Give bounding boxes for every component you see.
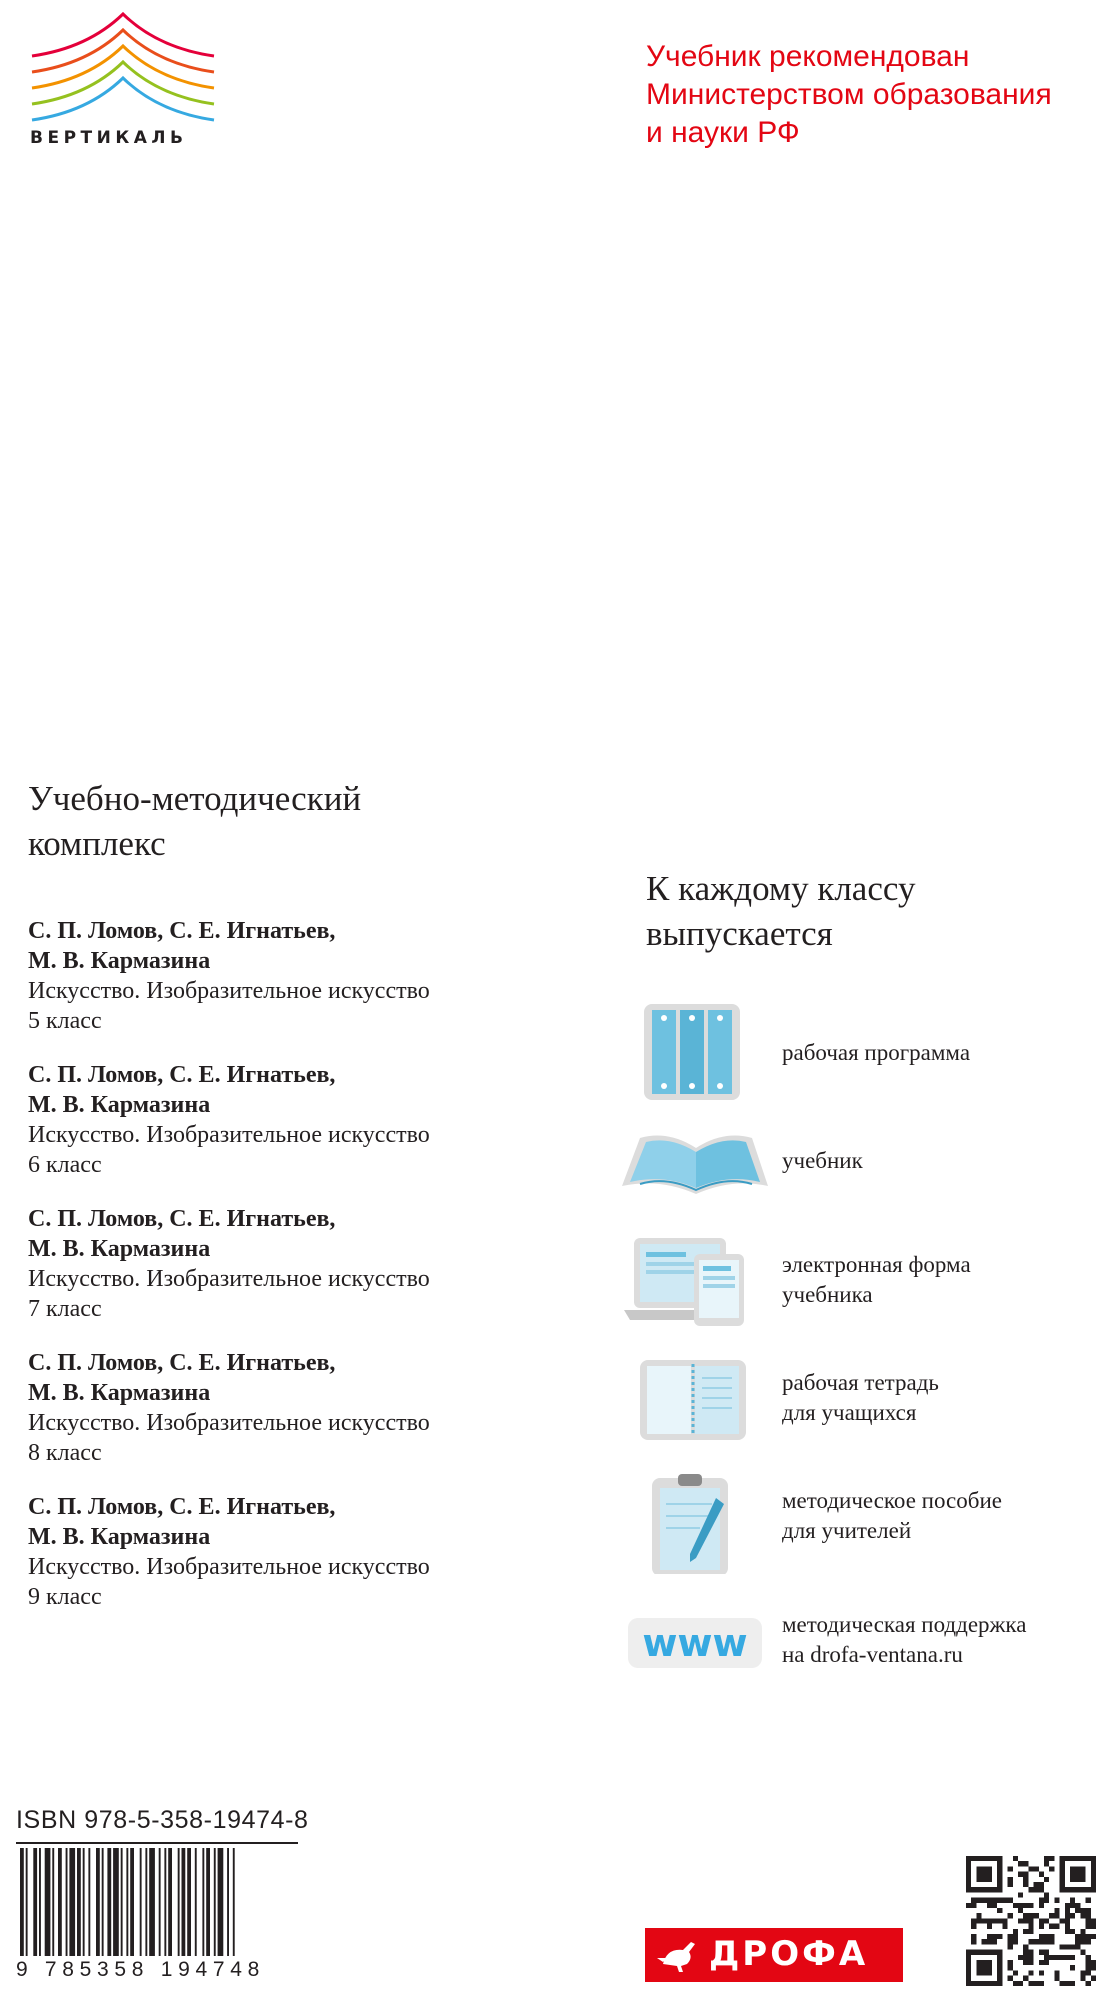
barcode-bar — [187, 1848, 191, 1956]
qr-module — [1039, 1872, 1044, 1877]
components-title-line: К каждому классу — [646, 869, 916, 908]
qr-module — [971, 1898, 976, 1903]
qr-module — [1023, 1918, 1028, 1923]
component-label-line: учебника — [782, 1282, 873, 1307]
qr-module — [1086, 1913, 1091, 1918]
book-authors: М. В. Кармазина — [28, 948, 211, 974]
qr-module — [1044, 1861, 1049, 1866]
book-entry — [28, 1204, 548, 1324]
qr-module — [1086, 1908, 1091, 1913]
umk-title-line: комплекс — [28, 824, 166, 863]
qr-module — [966, 1903, 971, 1908]
qr-module — [997, 1934, 1002, 1939]
barcode-bar — [159, 1848, 161, 1956]
components-title-line: выпускается — [646, 914, 833, 953]
qr-code — [966, 1856, 1096, 1986]
qr-module — [1039, 1882, 1044, 1887]
www-icon-text: www — [642, 1621, 748, 1665]
qr-module — [1013, 1903, 1018, 1908]
qr-module — [1002, 1898, 1007, 1903]
qr-module — [1070, 1866, 1086, 1882]
qr-module — [1039, 1960, 1044, 1965]
barcode-bar — [102, 1848, 104, 1956]
qr-module — [1054, 1913, 1059, 1918]
qr-module — [1028, 1950, 1033, 1955]
qr-module — [1028, 1924, 1033, 1929]
qr-module — [1060, 1918, 1065, 1923]
qr-module — [1018, 1918, 1023, 1923]
component-label — [782, 1250, 1082, 1310]
qr-module — [1039, 1918, 1044, 1923]
component-label — [782, 1368, 1082, 1428]
qr-module — [987, 1898, 992, 1903]
qr-module — [1065, 1955, 1070, 1960]
qr-module — [1023, 1872, 1028, 1877]
qr-module — [1039, 1950, 1044, 1955]
qr-module — [1018, 1861, 1023, 1866]
barcode-bar — [182, 1848, 186, 1956]
component-label-line: рабочая тетрадь — [782, 1370, 939, 1395]
component-label-line: рабочая программа — [782, 1040, 971, 1065]
qr-module — [1039, 1887, 1044, 1892]
qr-module — [976, 1918, 981, 1923]
recommendation-note — [646, 38, 1086, 152]
qr-module — [1080, 1908, 1085, 1913]
qr-module — [1013, 1856, 1018, 1861]
qr-module — [1065, 1918, 1070, 1923]
qr-module — [1028, 1981, 1033, 1986]
qr-module — [987, 1934, 992, 1939]
book-grade: 9 класс — [28, 1584, 102, 1610]
qr-module — [1075, 1903, 1080, 1908]
qr-module — [1070, 1913, 1075, 1918]
qr-module — [1008, 1913, 1013, 1918]
qr-module — [971, 1903, 976, 1908]
qr-module — [1034, 1882, 1039, 1887]
qr-module — [1086, 1970, 1091, 1975]
barcode-bar — [233, 1848, 235, 1956]
qr-module — [1086, 1934, 1091, 1939]
qr-module — [1049, 1913, 1054, 1918]
component-label-line: на drofa-ventana.ru — [782, 1642, 963, 1667]
qr-module — [1065, 1924, 1070, 1929]
qr-module — [1002, 1924, 1007, 1929]
qr-module — [1080, 1929, 1085, 1934]
qr-module — [1086, 1898, 1091, 1903]
vertikal-arcs-icon — [28, 12, 218, 132]
qr-module — [1008, 1944, 1013, 1949]
qr-module — [1086, 1955, 1091, 1960]
qr-module — [1044, 1960, 1049, 1965]
qr-module — [1018, 1903, 1023, 1908]
qr-module — [1080, 1970, 1085, 1975]
component-label-line: методическая поддержка — [782, 1612, 1027, 1637]
qr-module — [976, 1898, 981, 1903]
book-grade: 7 класс — [28, 1296, 102, 1322]
qr-module — [1070, 1929, 1075, 1934]
component-label — [782, 1486, 1082, 1546]
qr-module — [1075, 1908, 1080, 1913]
qr-module — [1028, 1955, 1033, 1960]
isbn-label: ISBN 978-5-358-19474-8 — [16, 1806, 309, 1834]
book-entry — [28, 1060, 548, 1180]
qr-module — [1086, 1960, 1091, 1965]
qr-module — [982, 1898, 987, 1903]
book-subject: Искусство. Изобразительное искусство — [28, 1554, 430, 1580]
barcode-bar — [113, 1848, 119, 1956]
barcode-bar — [20, 1848, 24, 1956]
qr-module — [1080, 1950, 1085, 1955]
qr-module — [1049, 1955, 1054, 1960]
barcode-bar — [227, 1848, 229, 1956]
barcode-bar — [126, 1848, 128, 1956]
qr-module — [971, 1918, 976, 1923]
qr-module — [1008, 1877, 1013, 1882]
qr-module — [1054, 1898, 1059, 1903]
qr-module — [1034, 1866, 1039, 1871]
qr-module — [1039, 1934, 1044, 1939]
component-label-line: методическое пособие — [782, 1488, 1002, 1513]
qr-module — [1028, 1929, 1033, 1934]
barcode-bar — [33, 1848, 37, 1956]
qr-module — [1086, 1918, 1091, 1923]
qr-module — [1065, 1903, 1070, 1908]
qr-module — [1091, 1934, 1096, 1939]
qr-module — [1008, 1939, 1013, 1944]
book-entry — [28, 1492, 548, 1612]
qr-module — [1065, 1944, 1070, 1949]
qr-module — [997, 1918, 1002, 1923]
qr-module — [1086, 1981, 1091, 1986]
qr-module — [976, 1913, 981, 1918]
qr-module — [1091, 1924, 1096, 1929]
barcode-bar — [83, 1848, 85, 1956]
component-label — [782, 1146, 1082, 1176]
qr-module — [1044, 1877, 1049, 1882]
qr-module — [987, 1918, 992, 1923]
component-label-line: учебник — [782, 1148, 863, 1173]
book-authors: М. В. Кармазина — [28, 1092, 211, 1118]
www-icon — [620, 1598, 770, 1698]
qr-module — [1070, 1965, 1075, 1970]
qr-module — [1065, 1929, 1070, 1934]
qr-module — [1028, 1887, 1033, 1892]
qr-module — [982, 1939, 987, 1944]
qr-module — [1065, 1908, 1070, 1913]
barcode-bar — [88, 1848, 90, 1956]
qr-module — [1013, 1970, 1018, 1975]
qr-module — [1018, 1981, 1023, 1986]
qr-module — [1008, 1882, 1013, 1887]
component-label-line: для учащихся — [782, 1400, 917, 1425]
qr-module — [1023, 1944, 1028, 1949]
book-entry — [28, 916, 548, 1036]
qr-module — [1023, 1882, 1028, 1887]
qr-module — [1028, 1918, 1033, 1923]
book-grade: 6 класс — [28, 1152, 102, 1178]
qr-module — [1091, 1965, 1096, 1970]
qr-module — [987, 1924, 992, 1929]
qr-module — [976, 1960, 992, 1976]
book-grade: 8 класс — [28, 1440, 102, 1466]
qr-module — [1044, 1918, 1049, 1923]
qr-module — [1034, 1939, 1039, 1944]
qr-module — [1008, 1898, 1013, 1903]
qr-module — [1013, 1981, 1018, 1986]
barcode-bar — [39, 1848, 41, 1956]
qr-module — [1018, 1955, 1023, 1960]
qr-module — [1075, 1934, 1080, 1939]
qr-module — [1091, 1960, 1096, 1965]
qr-module — [1028, 1960, 1033, 1965]
book-subject: Искусство. Изобразительное искусство — [28, 1410, 430, 1436]
qr-module — [1028, 1970, 1033, 1975]
book-authors: М. В. Кармазина — [28, 1380, 211, 1406]
qr-module — [1034, 1981, 1039, 1986]
qr-module — [1086, 1939, 1091, 1944]
book-authors: С. П. Ломов, С. Е. Игнатьев, — [28, 918, 336, 944]
book-subject: Искусство. Изобразительное искусство — [28, 1122, 430, 1148]
barcode-bar — [218, 1848, 224, 1956]
component-label-line: для учителей — [782, 1518, 912, 1543]
barcode-bar — [164, 1848, 166, 1956]
qr-module — [1060, 1981, 1065, 1986]
qr-module — [1023, 1903, 1028, 1908]
qr-module — [1013, 1929, 1018, 1934]
qr-module — [1044, 1892, 1049, 1897]
barcode-bar — [26, 1848, 28, 1956]
qr-module — [982, 1918, 987, 1923]
qr-module — [1023, 1861, 1028, 1866]
qr-module — [1044, 1898, 1049, 1903]
barcode-bar — [69, 1848, 75, 1956]
qr-module — [1054, 1976, 1059, 1981]
barcode-bar — [77, 1848, 81, 1956]
book-authors: М. В. Кармазина — [28, 1236, 211, 1262]
barcode-bar — [107, 1848, 111, 1956]
component-label-line: электронная форма — [782, 1252, 971, 1277]
qr-module — [1044, 1934, 1049, 1939]
drofa-logo — [645, 1928, 903, 1982]
qr-module — [1060, 1944, 1065, 1949]
barcode-bar — [149, 1848, 155, 1956]
open-book-icon — [620, 1124, 770, 1224]
book-grade: 5 класс — [28, 1008, 102, 1034]
component-label — [782, 1610, 1082, 1670]
qr-module — [1013, 1934, 1018, 1939]
qr-module — [1060, 1955, 1065, 1960]
barcode-bar — [140, 1848, 142, 1956]
components-title — [646, 866, 1066, 956]
qr-module — [1075, 1944, 1080, 1949]
qr-module — [1013, 1939, 1018, 1944]
book-subject: Искусство. Изобразительное искусство — [28, 978, 430, 1004]
barcode-bar — [130, 1848, 134, 1956]
qr-module — [1070, 1981, 1075, 1986]
qr-module — [1091, 1976, 1096, 1981]
qr-module — [1039, 1924, 1044, 1929]
book-entry — [28, 1348, 548, 1468]
qr-module — [976, 1866, 992, 1882]
qr-module — [997, 1898, 1002, 1903]
qr-module — [1023, 1877, 1028, 1882]
laptop-tablet-icon — [620, 1232, 770, 1332]
qr-module — [1049, 1866, 1054, 1871]
qr-module — [1034, 1913, 1039, 1918]
qr-module — [1086, 1965, 1091, 1970]
qr-module — [1075, 1939, 1080, 1944]
qr-module — [1039, 1939, 1044, 1944]
qr-module — [1039, 1898, 1044, 1903]
barcode-digits: 9 785358 194748 — [16, 1958, 265, 1981]
barcode-bar — [58, 1848, 62, 1956]
qr-module — [1008, 1965, 1013, 1970]
barcode-bar — [168, 1848, 172, 1956]
qr-module — [1018, 1892, 1023, 1897]
qr-module — [1080, 1939, 1085, 1944]
qr-module — [1080, 1976, 1085, 1981]
qr-module — [1070, 1903, 1075, 1908]
qr-module — [992, 1903, 997, 1908]
barcode-bar — [206, 1848, 210, 1956]
qr-module — [1028, 1866, 1033, 1871]
qr-module — [1070, 1898, 1075, 1903]
qr-module — [1023, 1950, 1028, 1955]
qr-module — [1054, 1908, 1059, 1913]
qr-module — [1008, 1960, 1013, 1965]
qr-module — [1008, 1866, 1013, 1871]
qr-module — [1002, 1918, 1007, 1923]
qr-module — [971, 1934, 976, 1939]
barcode-bar — [45, 1848, 51, 1956]
qr-module — [1049, 1856, 1054, 1861]
qr-module — [1049, 1934, 1054, 1939]
book-authors: С. П. Ломов, С. Е. Игнатьев, — [28, 1062, 336, 1088]
qr-module — [1080, 1934, 1085, 1939]
book-subject: Искусство. Изобразительное искусство — [28, 1266, 430, 1292]
clipboard-icon — [620, 1474, 770, 1574]
notebook-icon — [620, 1356, 770, 1456]
qr-module — [1018, 1872, 1023, 1877]
book-authors: С. П. Ломов, С. Е. Игнатьев, — [28, 1494, 336, 1520]
barcode-bar — [96, 1848, 100, 1956]
qr-module — [992, 1898, 997, 1903]
book-authors: С. П. Ломов, С. Е. Игнатьев, — [28, 1206, 336, 1232]
barcode-bar — [145, 1848, 147, 1956]
qr-module — [1023, 1976, 1028, 1981]
qr-module — [1028, 1903, 1033, 1908]
qr-module — [992, 1918, 997, 1923]
qr-module — [1054, 1924, 1059, 1929]
qr-module — [1023, 1960, 1028, 1965]
barcode-bar — [202, 1848, 204, 1956]
binder-icon — [620, 1004, 770, 1104]
book-authors: М. В. Кармазина — [28, 1524, 211, 1550]
recommendation-line: и науки РФ — [646, 116, 800, 149]
qr-module — [1044, 1950, 1049, 1955]
qr-module — [992, 1934, 997, 1939]
barcode-bar — [52, 1848, 54, 1956]
qr-module — [1023, 1955, 1028, 1960]
qr-module — [1008, 1976, 1013, 1981]
qr-module — [987, 1903, 992, 1908]
qr-module — [1080, 1913, 1085, 1918]
qr-module — [1054, 1955, 1059, 1960]
barcode-bar — [178, 1848, 180, 1956]
barcode-bar — [214, 1848, 216, 1956]
qr-module — [971, 1939, 976, 1944]
qr-module — [1054, 1970, 1059, 1975]
qr-module — [1070, 1955, 1075, 1960]
qr-module — [1044, 1939, 1049, 1944]
barcode-bar — [195, 1848, 197, 1956]
barcode-bar — [121, 1848, 123, 1956]
recommendation-line: Учебник рекомендован — [646, 40, 970, 73]
qr-module — [992, 1939, 997, 1944]
qr-module — [997, 1908, 1002, 1913]
qr-module — [1091, 1918, 1096, 1923]
qr-module — [1039, 1970, 1044, 1975]
qr-module — [1065, 1981, 1070, 1986]
qr-module — [1039, 1981, 1044, 1986]
qr-module — [1028, 1939, 1033, 1944]
book-list — [28, 916, 548, 1636]
recommendation-line: Министерством образования — [646, 78, 1052, 111]
qr-module — [1028, 1913, 1033, 1918]
qr-module — [1044, 1856, 1049, 1861]
barcode-bar — [66, 1848, 68, 1956]
qr-module — [1049, 1924, 1054, 1929]
umk-title — [28, 776, 448, 866]
book-authors: С. П. Ломов, С. Е. Игнатьев, — [28, 1350, 336, 1376]
bustard-bird-icon — [657, 1936, 701, 1974]
qr-module — [971, 1924, 976, 1929]
umk-title-line: Учебно-методический — [28, 779, 362, 818]
component-label — [782, 1038, 1082, 1068]
qr-module — [1034, 1887, 1039, 1892]
qr-module — [1008, 1934, 1013, 1939]
qr-module — [1065, 1913, 1070, 1918]
qr-module — [1023, 1913, 1028, 1918]
qr-module — [1018, 1908, 1023, 1913]
qr-module — [1023, 1929, 1028, 1934]
publisher-name: ДРОФА — [709, 1934, 869, 1974]
qr-module — [1070, 1944, 1075, 1949]
logo-text: ВЕРТИКАЛЬ — [30, 128, 188, 148]
qr-module — [1086, 1924, 1091, 1929]
qr-module — [1049, 1939, 1054, 1944]
qr-module — [1039, 1903, 1044, 1908]
qr-module — [1044, 1955, 1049, 1960]
qr-module — [987, 1939, 992, 1944]
